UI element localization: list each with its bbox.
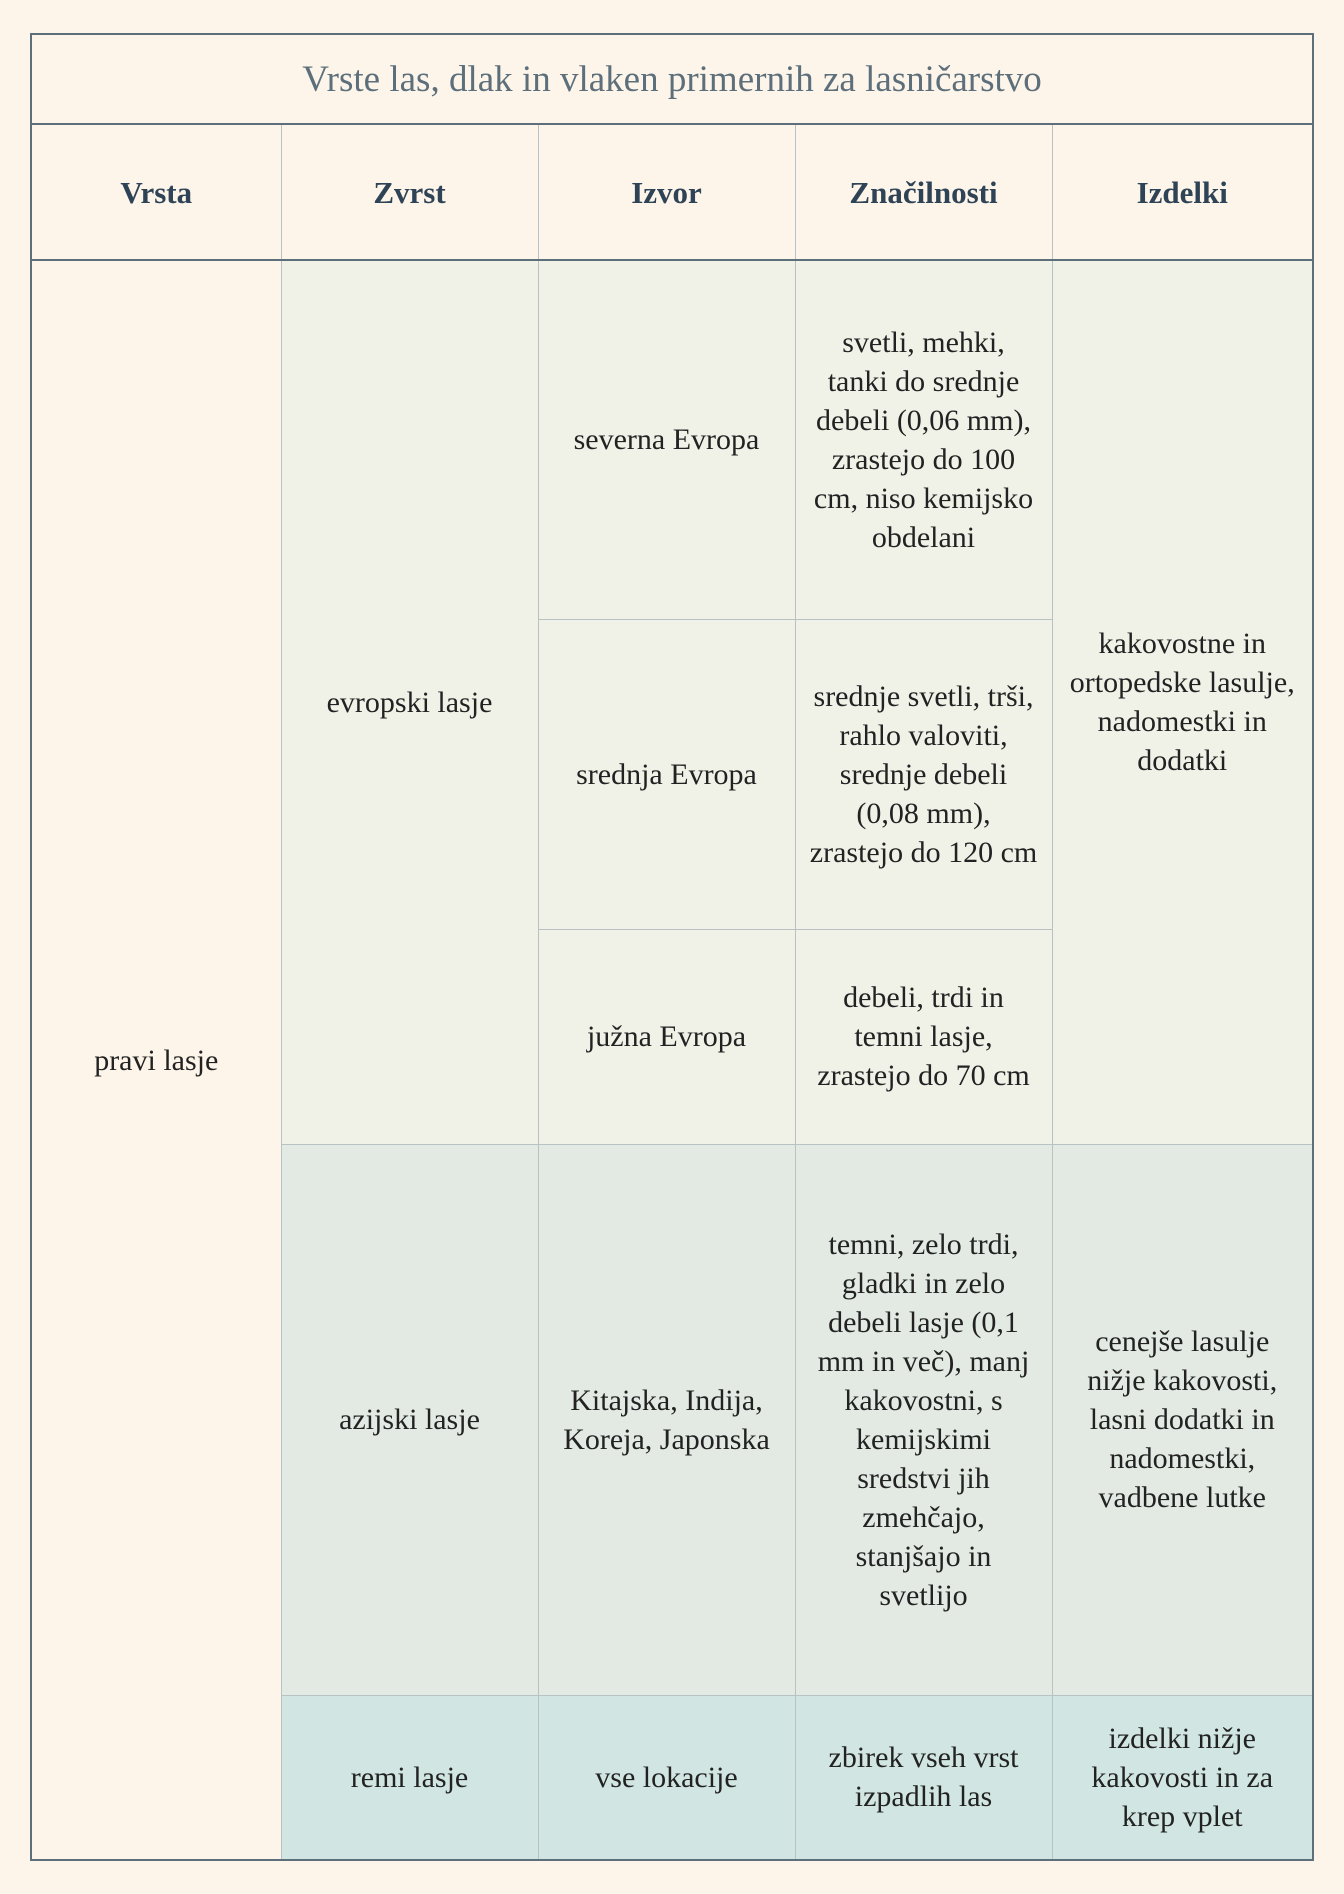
table-title: Vrste las, dlak in vlaken primernih za lasničarstvo [31,34,1313,124]
znacilnosti-cell: zbirek vseh vrst izpadlih las [795,1695,1052,1860]
zvrst-remi-cell: remi lasje [281,1695,538,1860]
header-vrsta: Vrsta [31,124,281,260]
vrsta-cell: pravi lasje [31,260,281,1860]
znacilnosti-cell: temni, zelo trdi, gladki in zelo debeli lasje (0,1 mm in več), manj kakovostni, s kemijskimi sredstvi jih zmehčajo, stanjšajo in svetlijo [795,1144,1052,1695]
izdelki-remi-cell: izdelki nižje kakovosti in za krep vplet [1052,1695,1313,1860]
header-izvor: Izvor [538,124,795,260]
izvor-cell: srednja Evropa [538,619,795,929]
zvrst-azijski-cell: azijski lasje [281,1144,538,1695]
header-izdelki: Izdelki [1052,124,1313,260]
header-zvrst: Zvrst [281,124,538,260]
izvor-cell: Kitajska, Indija, Koreja, Japonska [538,1144,795,1695]
hair-types-table [30,33,1314,1861]
izvor-cell: južna Evropa [538,929,795,1144]
znacilnosti-cell: debeli, trdi in temni lasje, zrastejo do 70 cm [795,929,1052,1144]
znacilnosti-cell: svetli, mehki, tanki do srednje debeli (0,06 mm), zrastejo do 100 cm, niso kemijsko obdelani [795,260,1052,619]
znacilnosti-cell: srednje svetli, trši, rahlo valoviti, srednje debeli (0,08 mm), zrastejo do 120 cm [795,619,1052,929]
zvrst-evropski-cell: evropski lasje [281,260,538,1144]
izdelki-evropski-cell: kakovostne in ortopedske lasulje, nadomestki in dodatki [1052,260,1313,1144]
izvor-cell: severna Evropa [538,260,795,619]
header-znacilnosti: Značilnosti [795,124,1052,260]
izdelki-azijski-cell: cenejše lasulje nižje kakovosti, lasni dodatki in nadomestki, vadbene lutke [1052,1144,1313,1695]
table-row [31,260,1313,619]
izvor-cell: vse lokacije [538,1695,795,1860]
